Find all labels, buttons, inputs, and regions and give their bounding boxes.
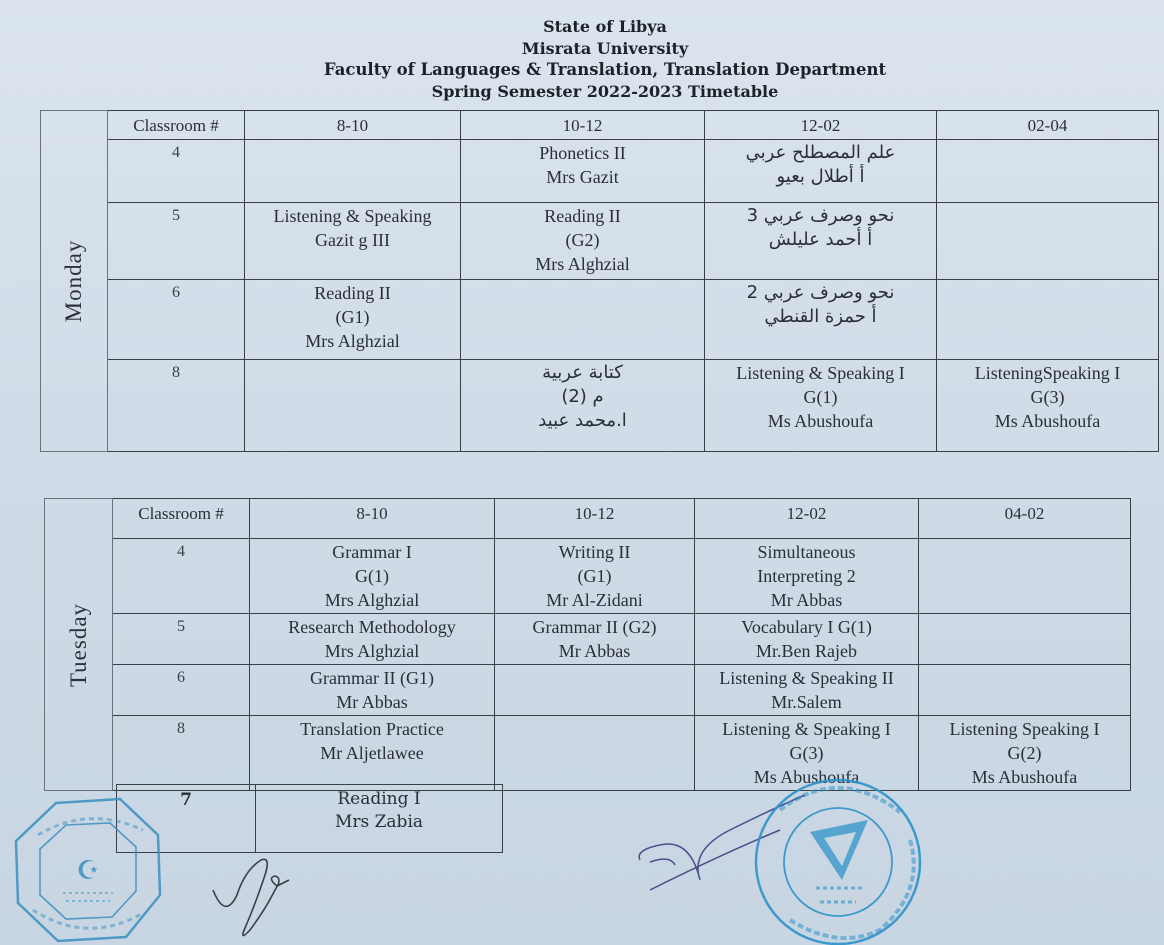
column-header-slot-1: 8-10 [250,499,495,539]
course-name: Translation Practice [300,719,444,739]
instructor: Ms Abushoufa [753,767,860,787]
class-cell [705,140,937,203]
column-header-slot-2: 10-12 [495,499,695,539]
classroom-number: 5 [113,614,250,665]
course-name: Simultaneous [757,542,856,562]
table-row [45,665,1131,716]
class-cell [461,140,705,203]
column-header-slot-2: 10-12 [461,111,705,140]
class-cell [695,665,919,716]
class-cell [695,614,919,665]
course-name: ListeningSpeaking I [974,363,1121,383]
instructor: Mr Aljetlawee [320,743,424,763]
document-header [0,16,1164,102]
table-row [41,203,1159,280]
course-name: Research Methodology [288,617,456,637]
column-header-slot-4: 02-04 [937,111,1159,140]
instructor: Mrs Alghzial [305,331,400,351]
signature-icon [205,850,295,940]
header-state: State of Libya [543,17,667,36]
extra-row-table [116,784,503,853]
course-name: كتابة عربية [542,362,623,383]
course-name: Grammar II (G2) [532,617,657,637]
column-header-slot-1: 8-10 [245,111,461,140]
instructor: Mr Abbas [558,641,631,661]
class-cell [250,539,495,614]
class-cell [250,614,495,665]
header-university: Misrata University [521,38,689,58]
monday-timetable [40,110,1159,452]
class-cell [705,203,937,280]
class-cell [695,539,919,614]
class-cell [250,716,495,791]
instructor: Mrs Gazit [546,167,619,187]
class-cell [495,614,695,665]
header-semester: Spring Semester 2022-2023 Timetable [431,81,779,101]
instructor: ا.محمد عبيد [538,410,627,431]
class-cell [937,280,1159,360]
classroom-number: 4 [108,140,245,203]
course-name: Phonetics II [539,143,626,163]
classroom-number: 5 [108,203,245,280]
classroom-number: 7 [117,785,256,853]
course-name-cont: Interpreting 2 [757,566,856,586]
tuesday-timetable [44,498,1131,791]
group: G(2) [1007,743,1042,763]
class-cell [937,360,1159,452]
column-header-classroom: Classroom # [113,499,250,539]
classroom-number: 6 [108,280,245,360]
class-cell [495,716,695,791]
instructor: Mr Abbas [336,692,408,712]
course-name: نحو وصرف عربي 3 [746,205,895,226]
course-name: Listening & Speaking [273,206,432,226]
instructor: Mr.Ben Rajeb [756,641,857,661]
class-cell [245,360,461,452]
classroom-number: 6 [113,665,250,716]
instructor: أ أحمد عليلش [768,229,873,250]
department-stamp-icon [8,795,168,945]
table-row [41,280,1159,360]
instructor: Mrs Alghzial [324,590,420,610]
course-name: Reading II [314,283,391,303]
class-cell [919,665,1131,716]
instructor: Mr Abbas [770,590,843,610]
day-label: Tuesday [65,602,91,687]
course-name: Grammar I [332,542,412,562]
course-name: Listening Speaking I [949,719,1100,739]
class-cell [937,203,1159,280]
day-label-cell [45,499,113,791]
group: م (2) [561,386,604,407]
class-cell [245,280,461,360]
classroom-number: 8 [113,716,250,791]
column-header-slot-4: 04-02 [919,499,1131,539]
course-name: Reading I [337,789,421,809]
classroom-number: 8 [108,360,245,452]
instructor: أ أطلال بعيو [776,166,865,187]
table-row [45,539,1131,614]
group: (G1) [577,566,612,586]
table-row [117,785,503,853]
table-row [41,140,1159,203]
instructor: Gazit g III [315,230,390,250]
class-cell [245,140,461,203]
course-name: Vocabulary I G(1) [741,617,872,637]
class-cell [919,614,1131,665]
group: G(3) [789,743,824,763]
day-label-cell [41,111,108,452]
group: (G1) [335,307,370,327]
course-name: Listening & Speaking II [719,668,894,688]
table-row [45,716,1131,791]
instructor: Ms Abushoufa [994,411,1101,431]
university-stamp-icon [750,770,930,945]
class-cell [256,785,503,853]
column-header-slot-3: 12-02 [695,499,919,539]
column-header-slot-3: 12-02 [705,111,937,140]
course-name: Writing II [558,542,631,562]
class-cell [461,360,705,452]
column-header-classroom: Classroom # [108,111,245,140]
class-cell [250,665,495,716]
group: G(1) [355,566,389,586]
instructor: Mrs Zabia [334,812,424,832]
group: G(3) [1030,387,1065,407]
table-row [45,614,1131,665]
instructor: Ms Abushoufa [971,767,1078,787]
course-name: Reading II [544,206,621,226]
instructor: Mrs Alghzial [535,254,630,274]
class-cell [495,665,695,716]
course-name: Grammar II (G1) [310,668,434,688]
course-name: Listening & Speaking I [722,719,891,739]
header-faculty: Faculty of Languages & Translation, Translation Department [323,60,887,79]
course-name: نحو وصرف عربي 2 [746,282,895,303]
instructor: أ حمزة القنطي [764,306,877,327]
svg-text:☪: ☪ [76,856,100,886]
classroom-number: 4 [113,539,250,614]
class-cell [705,280,937,360]
course-name: Listening & Speaking I [736,363,905,383]
day-label: Monday [61,239,86,323]
class-cell [919,716,1131,791]
class-cell [245,203,461,280]
instructor: Mr.Salem [771,692,842,712]
class-cell [461,280,705,360]
group: (G2) [565,230,600,250]
class-cell [461,203,705,280]
class-cell [919,539,1131,614]
group: G(1) [803,387,838,407]
class-cell [705,360,937,452]
instructor: Mr Al-Zidani [546,590,643,610]
class-cell [937,140,1159,203]
table-row [41,360,1159,452]
instructor: Ms Abushoufa [767,411,874,431]
class-cell [495,539,695,614]
course-name: علم المصطلح عربي [745,142,896,163]
instructor: Mrs Alghzial [324,641,420,661]
